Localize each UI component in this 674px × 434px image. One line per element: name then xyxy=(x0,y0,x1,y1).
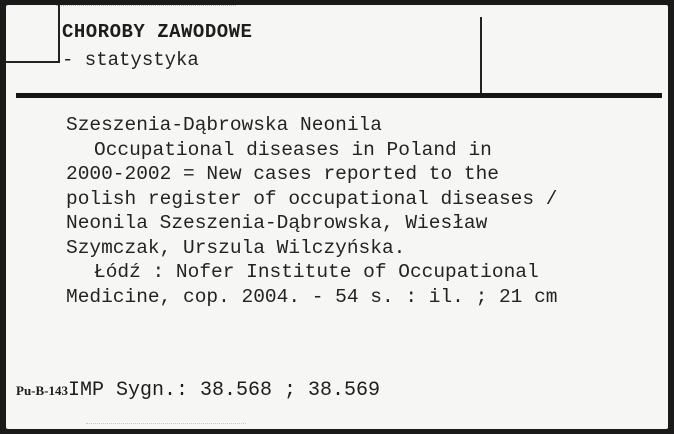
heading-box xyxy=(6,5,60,63)
publication-line-1: Łódź : Nofer Institute of Occupational xyxy=(94,261,539,283)
catalog-card xyxy=(6,5,668,429)
responsibility-line-2: Szymczak, Urszula Wilczyńska. xyxy=(66,236,406,259)
call-number-line xyxy=(16,379,380,402)
title-line-3: polish register of occupational diseases / xyxy=(66,187,558,210)
responsibility-line-1: Neonila Szeszenia-Dąbrowska, Wiesław xyxy=(66,212,488,234)
call-number: Pu-B-143 xyxy=(16,383,68,398)
bibliographic-entry xyxy=(66,113,656,309)
paper-stain xyxy=(56,5,236,12)
publication-line-2: Medicine, cop. 2004. - 54 s. : il. ; 21 cm xyxy=(66,285,558,308)
title-line-2: 2000-2002 = New cases reported to the xyxy=(66,163,499,185)
signature: IMP Sygn.: 38.568 ; 38.569 xyxy=(68,379,381,402)
author-line: Szeszenia-Dąbrowska Neonila xyxy=(66,114,382,136)
horizontal-rule xyxy=(16,93,662,98)
subject-heading: CHOROBY ZAWODOWE xyxy=(62,21,253,43)
paper-stain-bottom xyxy=(86,423,246,428)
title-line-1: Occupational diseases in Poland in xyxy=(94,138,492,161)
subheading: - statystyka xyxy=(62,49,199,71)
vertical-rule xyxy=(480,17,482,95)
heading-box-stub xyxy=(6,61,16,63)
